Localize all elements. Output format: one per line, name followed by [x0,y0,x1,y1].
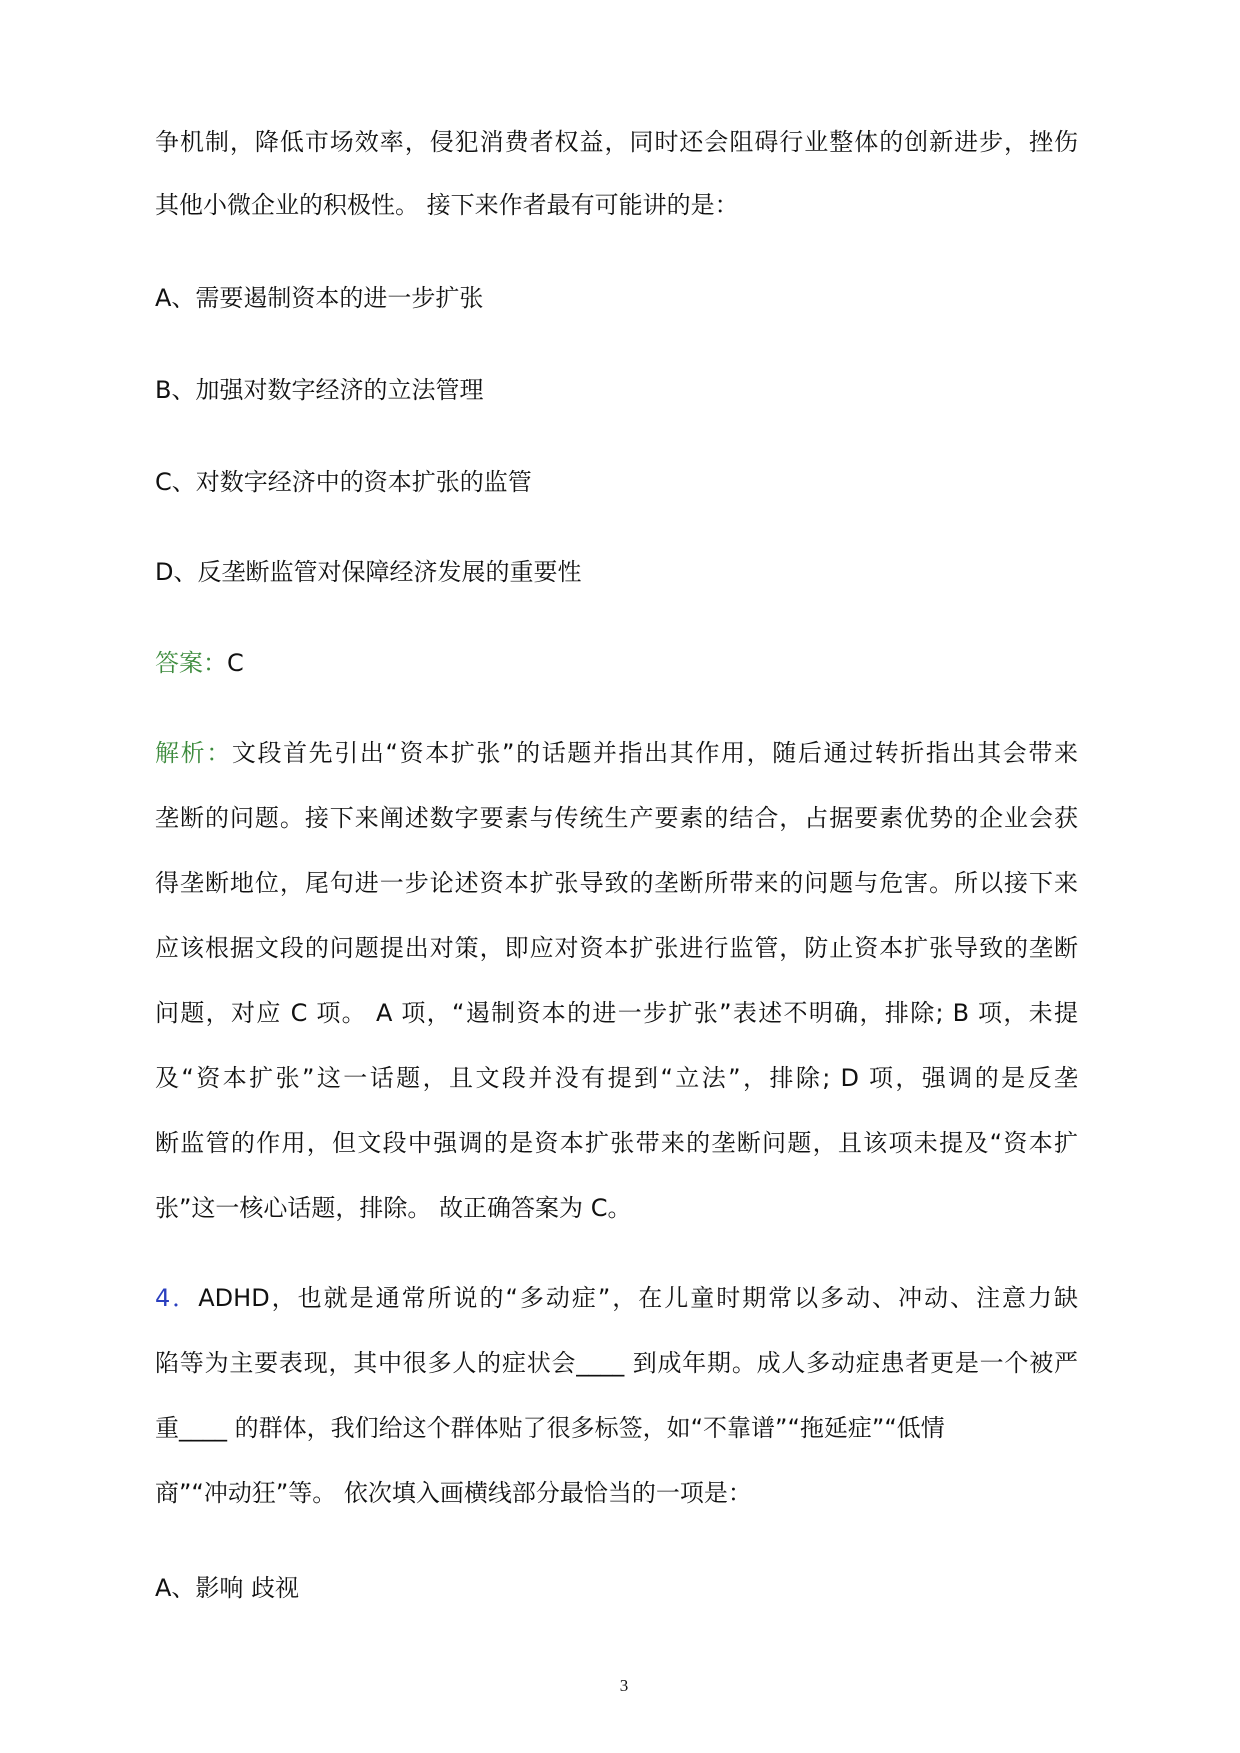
analysis-line: 得垄断地位，尾句进一步论述资本扩张导致的垄断所带来的问题与危害。所以接下来 [155,869,1078,897]
page-number: 3 [619,1676,629,1695]
answer-label: 答案： [155,649,227,677]
question-stem-line [155,1282,1078,1314]
option-b: B、加强对数字经济的立法管理 [155,376,484,404]
analysis-line: 问题，对应 C 项。 A 项，“遏制资本的进一步扩张”表述不明确，排除; B 项，未提 [155,999,1078,1027]
analysis-line: 断监管的作用，但文段中强调的是资本扩张带来的垄断问题，且该项未提及“资本扩 [155,1129,1078,1157]
option-c: C、对数字经济中的资本扩张的监管 [155,468,532,496]
analysis-line: 张”这一核心话题，排除。 故正确答案为 C。 [155,1194,632,1222]
option-a: A、影响 歧视 [155,1574,300,1602]
analysis-line: 及“资本扩张”这一话题，且文段并没有提到“立法”，排除; D 项，强调的是反垄 [155,1064,1078,1092]
stem-line: 其他小微企业的积极性。 接下来作者最有可能讲的是： [155,191,739,219]
answer-line [155,647,1078,679]
stem-line: 争机制，降低市场效率，侵犯消费者权益，同时还会阻碍行业整体的创新进步，挫伤 [155,128,1078,156]
option-a: A、需要遏制资本的进一步扩张 [155,284,484,312]
question-stem-line: 重____ 的群体，我们给这个群体贴了很多标签，如“不靠谱”“拖延症”“低情 [155,1414,945,1442]
analysis-line: 应该根据文段的问题提出对策，即应对资本扩张进行监管，防止资本扩张导致的垄断 [155,934,1078,962]
question-number: 4． [155,1284,199,1312]
analysis-label: 解析： [155,739,232,767]
question-text: ADHD，也就是通常所说的“多动症”，在儿童时期常以多动、冲动、注意力缺 [198,1284,1078,1312]
answer-value: C [227,649,244,677]
question-stem-line: 商”“冲动狂”等。 依次填入画横线部分最恰当的一项是： [155,1479,752,1507]
option-d: D、反垄断监管对保障经济发展的重要性 [155,558,582,586]
analysis-line [155,737,1078,769]
analysis-text: 文段首先引出“资本扩张”的话题并指出其作用，随后通过转折指出其会带来 [231,739,1078,767]
analysis-line: 垄断的问题。接下来阐述数字要素与传统生产要素的结合，占据要素优势的企业会获 [155,804,1078,832]
question-stem-line: 陷等为主要表现，其中很多人的症状会____ 到成年期。成人多动症患者更是一个被严 [155,1349,1078,1377]
